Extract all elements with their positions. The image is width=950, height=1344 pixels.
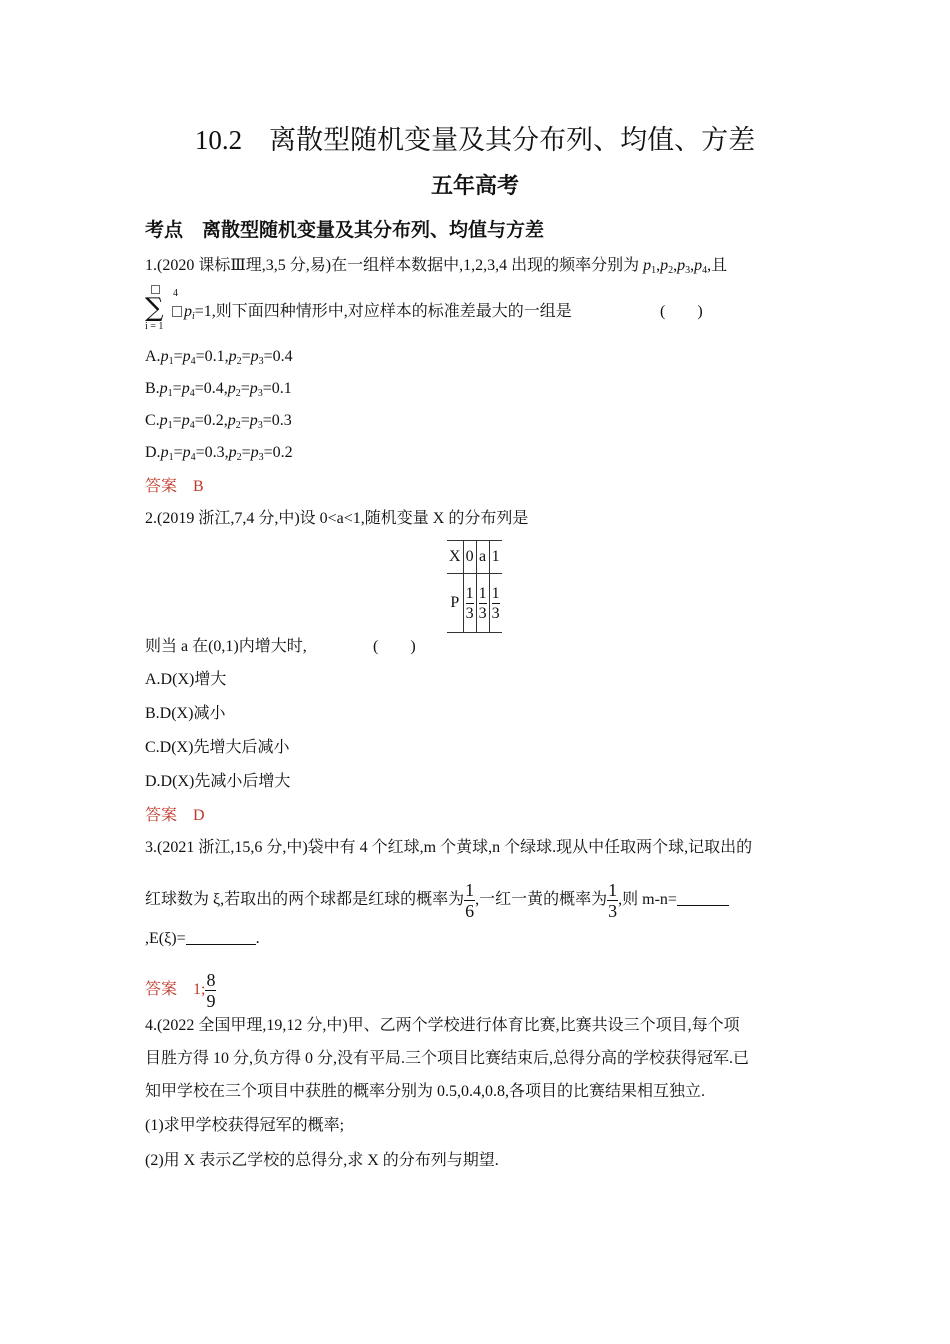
q2-stem: 2.(2019 浙江,7,4 分,中)设 0<a<1,随机变量 X 的分布列是 [145, 510, 529, 527]
q2-option-c: C.D(X)先增大后减小 [145, 739, 290, 756]
table-header-cell: 0 [463, 541, 476, 574]
table-header-cell: 1 [489, 541, 502, 574]
table-header-cell: a [476, 541, 489, 574]
answer-blank [186, 928, 256, 945]
q1-answer-paren: ( ) [660, 303, 703, 320]
q4-part1: (1)求甲学校获得冠军的概率; [145, 1117, 345, 1134]
table-header-cell: X [447, 541, 463, 574]
table-cell: $\frac{1}{3}$ [463, 574, 476, 633]
q4-part2: (2)用 X 表示乙学校的总得分,求 X 的分布列与期望. [145, 1152, 499, 1169]
q1-option-c: $C.p_1=p_4=0.2,p_2=p_3=0.3$ [145, 412, 292, 431]
fraction: $\frac{1}{6}$ [465, 880, 475, 921]
q3-stem-line3: ,E(ξ)= . [145, 930, 260, 947]
fraction: $\frac{8}{9}$ [206, 970, 216, 1011]
q1-option-d: $D.p_1=p_4=0.3,p_2=p_3=0.2$ [145, 444, 293, 463]
q2-stem-line2: 则当 a 在(0,1)内增大时, [145, 638, 307, 655]
section-heading: 考点 离散型随机变量及其分布列、均值与方差 [145, 220, 545, 241]
summation-symbol: 4 ∑ i = 1 [145, 285, 185, 335]
q3-stem: 3.(2021 浙江,15,6 分,中)袋中有 4 个红球,m 个黄球,n 个绿球.现从中任取两个球,记取出的 [145, 839, 753, 856]
page-title: 10.2 离散型随机变量及其分布列、均值、方差 [194, 125, 756, 155]
q2-option-b: B.D(X)减小 [145, 705, 226, 722]
fraction: $\frac{1}{3}$ [608, 880, 618, 921]
answer-blank [677, 889, 729, 906]
q2-option-a: A.D(X)增大 [145, 671, 227, 688]
q4-stem-line3: 知甲学校在三个项目中获胜的概率分别为 0.5,0.4,0.8,各项目的比赛结果相互独立. [145, 1083, 706, 1100]
q1-stem-line2: $p_i=1$,则下面四种情形中,对应样本的标准差最大的一组是 [170, 302, 572, 322]
table-cell: $\frac{1}{3}$ [489, 574, 502, 633]
q2-answer-paren: ( ) [373, 638, 416, 655]
q3-answer: 答案 1; $\frac{8}{9}$ [145, 970, 216, 1011]
q1-stem: 1.(2020 课标Ⅲ理,3,5 分,易)在一组样本数据中,1,2,3,4 出现的频率分别为 $p_1,p_2,p_3,p_4$,且 [145, 257, 728, 276]
placeholder-box-icon [172, 306, 182, 317]
q4-stem-line2: 目胜方得 10 分,负方得 0 分,没有平局.三个项目比赛结束后,总得分高的学校获得冠军.已 [145, 1050, 750, 1067]
page-subtitle: 五年高考 [430, 173, 519, 198]
q2-answer: 答案 D [145, 807, 205, 824]
q1-option-b: $B.p_1=p_4=0.4,p_2=p_3=0.1$ [145, 380, 292, 399]
q1-option-a: $A.p_1=p_4=0.1,p_2=p_3=0.4$ [145, 348, 293, 367]
distribution-table [447, 540, 502, 633]
table-row-label: P [447, 574, 463, 633]
table-cell: $\frac{1}{3}$ [476, 574, 489, 633]
q4-stem: 4.(2022 全国甲理,19,12 分,中)甲、乙两个学校进行体育比赛,比赛共设三个项目,每个项 [145, 1017, 740, 1034]
q2-option-d: D.D(X)先减小后增大 [145, 773, 291, 790]
q1-answer: 答案 B [145, 478, 204, 495]
q3-stem-line2: 红球数为 ξ,若取出的两个球都是红球的概率为 $\frac{1}{6}$ ,一红一黄的概率为 $\frac{1}{3}$ ,则 m-n= [145, 880, 729, 921]
